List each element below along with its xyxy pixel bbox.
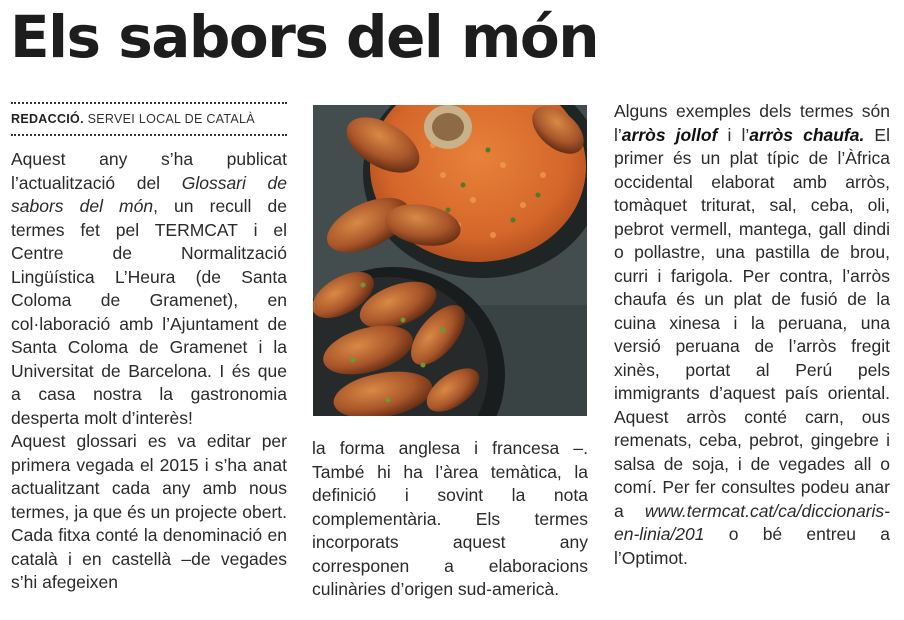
text-run: , un recull de termes fet pel TERMCAT i el Centre de Normalització Lingüística L’Heura (de Santa Coloma de Gramenet), en col·laboració amb l’Ajuntament de Santa Coloma de Gramenet i la Universitat de Barcelona. I és que a casa nostra la gastronomia desperta molt d’interès! <box>11 196 287 428</box>
glossary-title: Glossari de sabors del món <box>11 172 288 216</box>
text-run: Alguns exemples dels termes són l’ <box>614 101 890 145</box>
text-run: o bé entreu a l’Optimot. <box>614 524 890 568</box>
column-2 <box>312 437 588 602</box>
paragraph-intro <box>11 148 287 430</box>
column-3 <box>614 100 890 570</box>
text-run: El primer és un plat típic de l’Àfrica occidental elaborat amb arròs, tomàquet triturat, sal, ceba, oli, pebrot vermell, mantega, gall dindi o pollastre, una pastilla de brou, curri i farigola. Per contra, l’arròs chaufa és un plat de fusió de la cuina xinesa i la peruana, una versió peruana de l’arròs fregit xinès, portat al Perú pels immigrants d’aquest país oriental. Aquest arròs conté carn, ous remenats, ceba, pebrot, gingebre i salsa de soja, i de vegades all o comí. Per fer consultes podeu anar a <box>614 124 890 521</box>
byline-source: SERVEI LOCAL DE CATALÀ <box>87 112 255 126</box>
article-title: Els sabors del món <box>10 3 599 71</box>
termcat-link[interactable]: www.termcat.cat/ca/diccionaris-en-linia/201 <box>614 500 890 544</box>
byline-label: REDACCIÓ. <box>11 112 84 126</box>
term-arros-jollof: arròs jollof <box>621 124 718 145</box>
food-photo-icon <box>313 105 587 416</box>
text-run: Aquest any s’ha publicat l’actualització del <box>11 149 287 193</box>
paragraph-history-continued: la forma anglesa i francesa –. També hi ha l’àrea temàtica, la definició i sovint la nota complementària. Els termes incorporats aquest any corresponen a elaboracions culinàries d’origen sud-americà. <box>312 438 588 599</box>
column-1 <box>11 148 287 595</box>
text-run: i l’ <box>717 124 750 145</box>
paragraph-examples <box>614 100 890 570</box>
food-photo <box>313 105 587 416</box>
paragraph-history: Aquest glossari es va editar per primera vegada el 2015 i s’ha anat actualitzant cada any amb nous termes, ja que és un projecte obert. Cada fitxa conté la denominació en català i en castellà –de vegades s’hi afegeixen <box>11 431 287 592</box>
byline <box>11 102 287 136</box>
term-arros-chaufa: arròs chaufa. <box>749 124 865 145</box>
